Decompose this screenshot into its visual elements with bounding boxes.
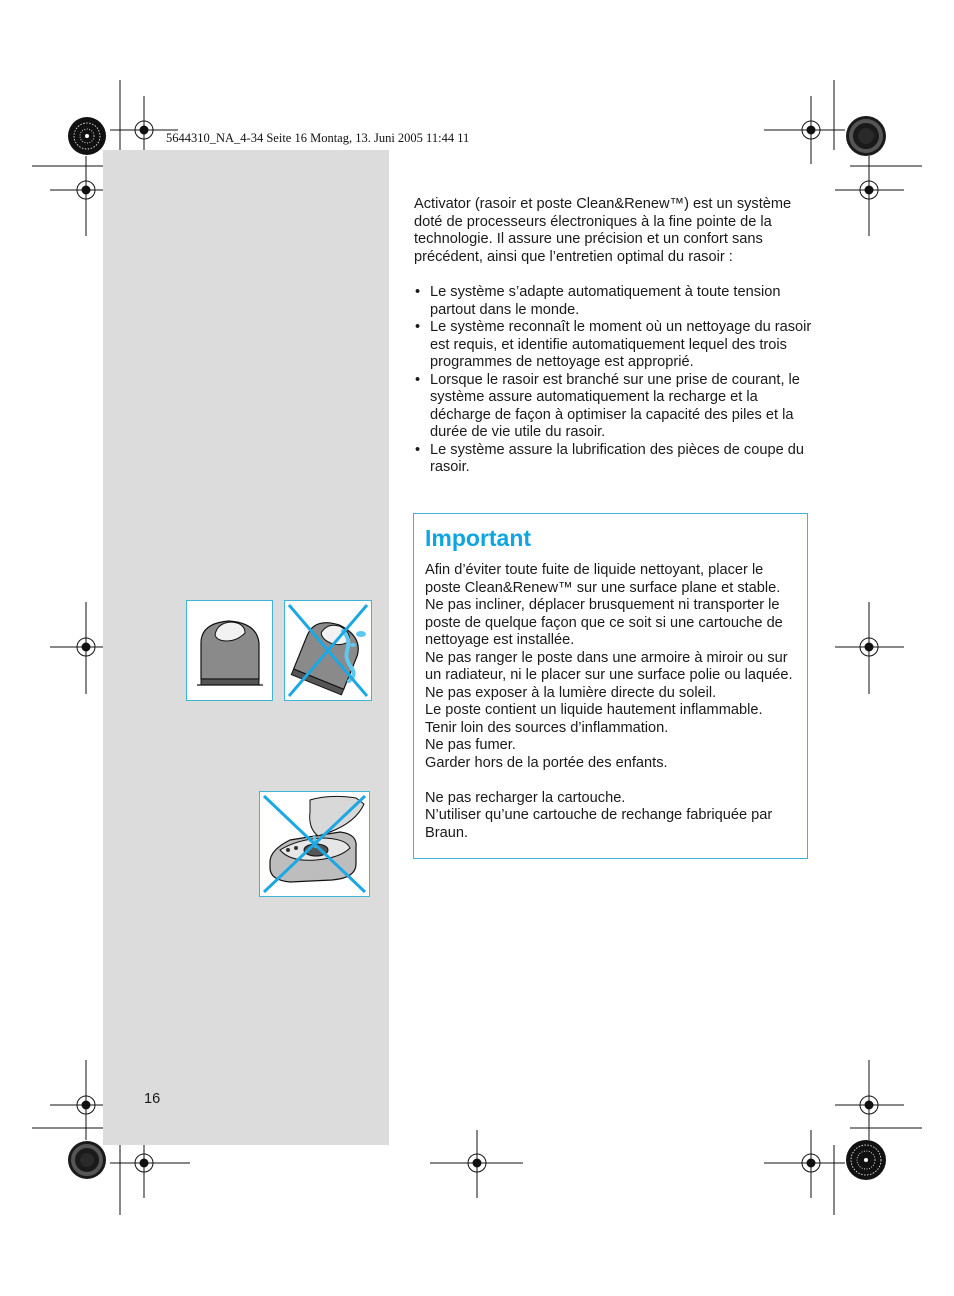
registration-crosshair-icon bbox=[764, 96, 845, 164]
list-item: • Le système reconnaît le moment où un nettoyage du rasoir est requis, et identifie automatiquement lequel des trois programmes de nettoyage est approprié. bbox=[414, 319, 814, 372]
important-line: Ne pas fumer. bbox=[425, 737, 516, 753]
list-item: • Lorsque le rasoir est branché sur une prise de courant, le système assure automatiquement la recharge et la décharge de façon à optimiser la capacité des piles et la durée de vie utile du rasoir. bbox=[414, 372, 814, 442]
important-line: Ne pas recharger la cartouche. bbox=[425, 789, 626, 806]
important-line: Ne pas ranger le poste dans une armoire à miroir ou sur un radiateur, ni le placer sur une surface polie ou laquée. Ne pas exposer à la lumière directe du soleil. bbox=[425, 649, 793, 701]
print-slug: 5644310_NA_4-34 Seite 16 Montag, 13. Juni 2005 11:44 11 bbox=[166, 131, 470, 145]
important-box bbox=[413, 513, 808, 859]
feature-list bbox=[414, 284, 814, 477]
important-line: Tenir loin des sources d’inflammation. bbox=[425, 719, 669, 736]
cleaning-station-tilted-crossed-icon bbox=[285, 601, 371, 700]
important-title: Important bbox=[425, 525, 532, 551]
important-line: Le poste contient un liquide hautement inflammable. bbox=[425, 702, 763, 718]
list-item: • Le système assure la lubrification des pièces de coupe du rasoir. bbox=[414, 442, 814, 477]
intro-section bbox=[414, 196, 814, 266]
important-line: Garder hors de la portée des enfants. bbox=[425, 754, 668, 771]
registration-crosshair-icon bbox=[430, 1130, 523, 1198]
intro-paragraph: Activator (rasoir et poste Clean&Renew™) est un système doté de processeurs électroniques à la fine pointe de la technologie. Il assure une précision et un confort sans précédent, ainsi que l’entretien optimal du rasoir : bbox=[414, 196, 792, 265]
illustration-station-upright bbox=[186, 600, 273, 701]
illustration-cartridge-refill bbox=[259, 791, 370, 897]
page-number: 16 bbox=[144, 1091, 161, 1107]
important-line: Afin d’éviter toute fuite de liquide nettoyant, placer le poste Clean&Renew™ sur une surface plane et stable. bbox=[425, 562, 781, 596]
color-target-wheel-icon bbox=[68, 117, 106, 155]
color-target-wheel-icon bbox=[846, 1140, 886, 1180]
registration-crosshair-icon bbox=[835, 156, 904, 236]
registration-crosshair-icon bbox=[764, 1130, 845, 1198]
important-line: Ne pas incliner, déplacer brusquement ni transporter le poste de quelque façon que ce soit si une cartouche de nettoyage est installée. bbox=[425, 597, 783, 648]
important-line: N’utiliser qu’une cartouche de rechange fabriquée par Braun. bbox=[425, 807, 773, 841]
cartridge-refill-crossed-icon bbox=[260, 792, 369, 896]
registration-crosshair-icon bbox=[835, 602, 904, 694]
important-body bbox=[425, 562, 803, 842]
illustration-station-tilted bbox=[284, 600, 372, 701]
list-item: • Le système s’adapte automatiquement à toute tension partout dans le monde. bbox=[414, 284, 814, 319]
color-target-wheel-icon bbox=[846, 116, 886, 156]
color-target-wheel-icon bbox=[68, 1141, 106, 1179]
cleaning-station-upright-icon bbox=[187, 601, 272, 700]
